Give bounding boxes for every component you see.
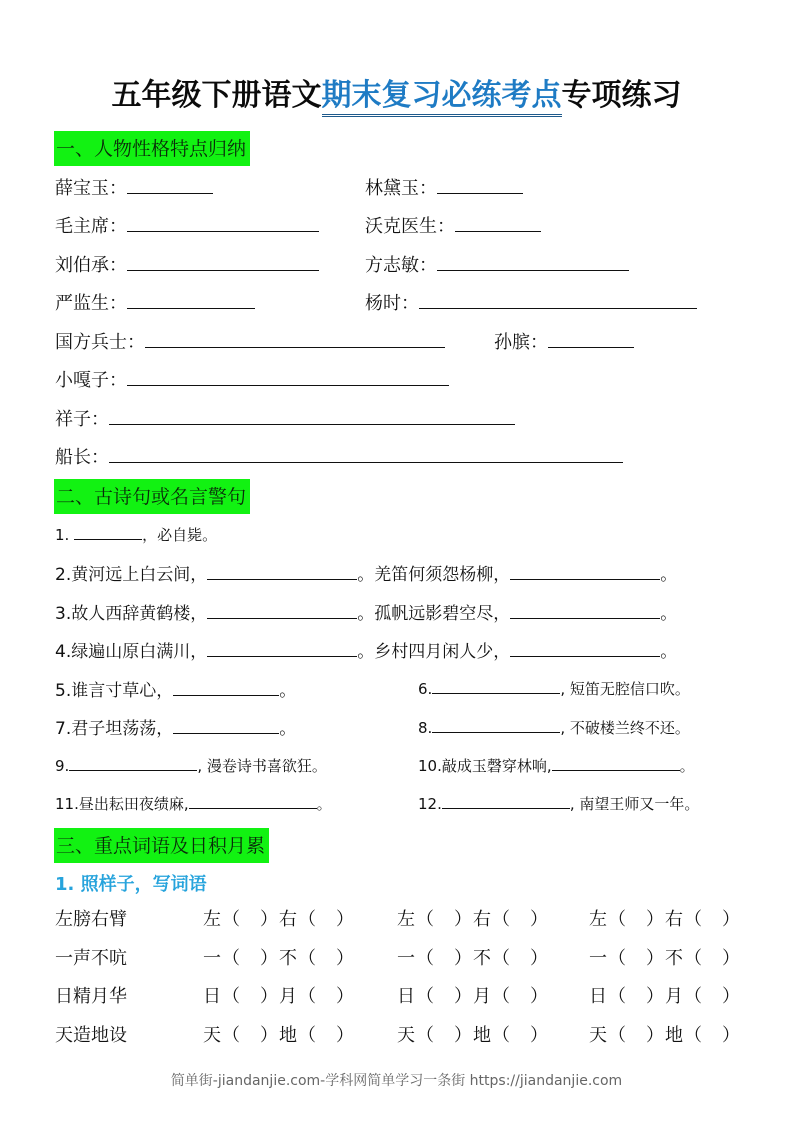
idiom-example: 一声不吭 [55, 948, 127, 969]
poem-text: 。 [660, 565, 678, 585]
answer-blank[interactable] [432, 718, 560, 733]
item-number: 12. [418, 795, 442, 813]
poem-item [418, 717, 690, 739]
idiom-pattern-blank[interactable]: 左（ ）右（ ） [397, 909, 549, 930]
answer-blank[interactable] [207, 561, 357, 580]
answer-blank[interactable] [442, 794, 570, 809]
poem-text: 昼出耘田夜绩麻, [78, 795, 189, 813]
poem-item [55, 793, 332, 815]
answer-blank[interactable] [127, 175, 213, 194]
idiom-pattern-blank[interactable]: 左（ ）右（ ） [589, 909, 741, 930]
poem-text: 。 [679, 757, 695, 775]
idiom-pattern-blank[interactable]: 一（ ）不（ ） [397, 948, 549, 969]
character-label: 林黛玉： [365, 178, 437, 199]
answer-blank[interactable] [127, 290, 255, 309]
answer-blank[interactable] [548, 329, 634, 348]
answer-blank[interactable] [74, 525, 142, 540]
character-row [55, 175, 213, 201]
idiom-pattern-blank[interactable]: 日（ ）月（ ） [203, 986, 355, 1007]
section-heading-3: 三、重点词语及日积月累 [54, 828, 269, 863]
answer-blank[interactable] [127, 252, 319, 271]
answer-blank[interactable] [145, 329, 445, 348]
footer-watermark: 简单街-jiandanjie.com-学科网简单学习一条街 https://jiandanjie.com [170, 1073, 623, 1089]
item-number: 7. [55, 719, 72, 739]
idiom-example: 日精月华 [55, 986, 127, 1007]
answer-blank[interactable] [510, 638, 660, 657]
item-number: 8. [418, 719, 433, 737]
poem-text: , 漫卷诗书喜欲狂。 [197, 757, 327, 775]
idiom-pattern-blank[interactable]: 左（ ）右（ ） [203, 909, 355, 930]
idiom-pattern-blank[interactable]: 日（ ）月（ ） [397, 986, 549, 1007]
poem-item [55, 561, 677, 586]
section-heading-2: 二、古诗句或名言警句 [54, 479, 250, 514]
poem-text: 谁言寸草心， [71, 681, 174, 701]
character-label: 刘伯承： [55, 255, 127, 276]
character-row [365, 213, 541, 239]
poem-item [55, 638, 677, 663]
answer-blank[interactable] [437, 252, 629, 271]
page-title [0, 70, 793, 114]
poem-text: 。 [316, 795, 332, 813]
character-row [55, 406, 515, 432]
answer-blank[interactable] [127, 367, 449, 386]
poem-text: 。孤帆远影碧空尽， [357, 604, 511, 624]
answer-blank[interactable] [552, 756, 680, 771]
item-number: 11. [55, 795, 79, 813]
answer-blank[interactable] [207, 600, 357, 619]
answer-blank[interactable] [109, 444, 623, 463]
poem-text: 故人西辞黄鹤楼， [71, 604, 208, 624]
character-row [494, 329, 634, 355]
character-label: 严监生： [55, 293, 127, 314]
character-row [55, 367, 449, 393]
character-label: 船长： [55, 447, 109, 468]
poem-text: 。 [279, 681, 297, 701]
answer-blank[interactable] [189, 794, 317, 809]
poem-text: 黄河远上白云间， [71, 565, 208, 585]
poem-item [418, 755, 695, 777]
poem-text: , 短笛无腔信口吹。 [560, 680, 690, 698]
idiom-example: 左膀右臂 [55, 909, 127, 930]
section-heading-1: 一、人物性格特点归纳 [54, 131, 250, 166]
character-row [365, 175, 523, 201]
item-number: 4. [55, 642, 72, 662]
character-row [55, 252, 319, 278]
character-label: 孙膑： [494, 332, 548, 353]
poem-item [55, 677, 296, 702]
idiom-pattern-blank[interactable]: 一（ ）不（ ） [589, 948, 741, 969]
title-suffix: 专项练习 [561, 78, 682, 113]
poem-text: 。 [279, 719, 297, 739]
poem-text: 。乡村四月闲人少， [357, 642, 511, 662]
poem-item [418, 793, 699, 815]
character-row [55, 290, 255, 316]
character-row [55, 444, 623, 470]
answer-blank[interactable] [207, 638, 357, 657]
answer-blank[interactable] [437, 175, 523, 194]
poem-item [55, 524, 217, 546]
character-label: 薛宝玉： [55, 178, 127, 199]
character-row [55, 213, 319, 239]
item-number: 9. [55, 757, 70, 775]
poem-text: 君子坦荡荡， [71, 719, 174, 739]
poem-item [55, 715, 296, 740]
item-number: 1. [55, 526, 70, 544]
poem-text: ，必自毙。 [142, 526, 218, 544]
item-number: 2. [55, 565, 72, 585]
poem-text: , 不破楼兰终不还。 [560, 719, 690, 737]
character-label: 杨时： [365, 293, 419, 314]
answer-blank[interactable] [69, 756, 197, 771]
poem-text: 。 [660, 642, 678, 662]
poem-text: 。 [660, 604, 678, 624]
title-highlight: 期末复习必练考点 [322, 78, 562, 117]
poem-text: 敲成玉磬穿林响, [441, 757, 552, 775]
character-label: 毛主席： [55, 216, 127, 237]
character-label: 小嘎子： [55, 370, 127, 391]
character-label: 国方兵士： [55, 332, 145, 353]
answer-blank[interactable] [419, 290, 697, 309]
character-label: 祥子： [55, 409, 109, 430]
item-number: 6. [418, 680, 433, 698]
character-label: 方志敏： [365, 255, 437, 276]
poem-text: 。羌笛何须怨杨柳， [357, 565, 511, 585]
idiom-pattern-blank[interactable]: 天（ ）地（ ） [397, 1025, 549, 1046]
answer-blank[interactable] [510, 600, 660, 619]
idiom-pattern-blank[interactable]: 日（ ）月（ ） [589, 986, 741, 1007]
answer-blank[interactable] [109, 406, 515, 425]
character-row [365, 252, 629, 278]
character-row [55, 329, 445, 355]
answer-blank[interactable] [173, 677, 279, 696]
item-number: 10. [418, 757, 442, 775]
answer-blank[interactable] [432, 679, 560, 694]
poem-text: 绿遍山原白满川， [71, 642, 208, 662]
poem-text: , 南望王师又一年。 [569, 795, 700, 813]
character-row [365, 290, 697, 316]
answer-blank[interactable] [455, 213, 541, 232]
title-prefix: 五年级下册语文 [111, 78, 322, 113]
idiom-pattern-blank[interactable]: 一（ ）不（ ） [203, 948, 355, 969]
answer-blank[interactable] [127, 213, 319, 232]
character-label: 沃克医生： [365, 216, 455, 237]
subheading: 1. 照样子，写词语 [55, 874, 207, 895]
answer-blank[interactable] [173, 715, 279, 734]
answer-blank[interactable] [510, 561, 660, 580]
poem-item [418, 678, 690, 700]
idiom-pattern-blank[interactable]: 天（ ）地（ ） [203, 1025, 355, 1046]
poem-item [55, 755, 327, 777]
idiom-pattern-blank[interactable]: 天（ ）地（ ） [589, 1025, 741, 1046]
idiom-example: 天造地设 [55, 1025, 127, 1046]
item-number: 3. [55, 604, 72, 624]
poem-item [55, 600, 677, 625]
item-number: 5. [55, 681, 72, 701]
